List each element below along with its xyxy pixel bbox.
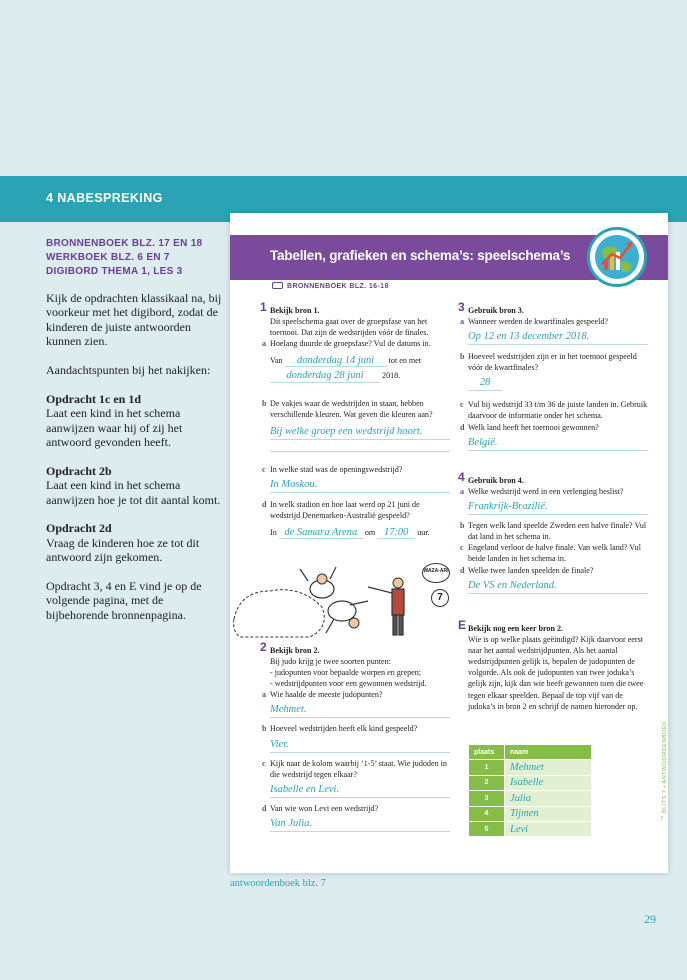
note-text: Laat een kind in het schema aanwijzen hoe je tot dit aantal komt.	[46, 478, 221, 507]
answer-field[interactable]: Frankrijk-Brazilië.	[468, 500, 648, 515]
answer-field[interactable]: Bij welke groep een wedstrijd hoort.	[270, 425, 450, 440]
answer-field[interactable]: In Moskou.	[270, 478, 450, 493]
question-number: E	[458, 618, 467, 632]
score-card: 7	[431, 589, 449, 607]
question-title: Bekijk bron 2.	[270, 646, 320, 655]
sub-question-text: De vakjes waar de wedstrijden in staan, hebben verschillende kleuren. Wat geven die kleuren aan?	[270, 398, 433, 419]
sub-question-text: In welke stad was de openingswedstrijd?	[270, 464, 403, 474]
label: tot en met	[388, 356, 422, 366]
place-cell: 2	[469, 775, 505, 790]
sub-question-text: Vul bij wedstrijd 33 t/m 36 de juiste landen in. Gebruik daarvoor de informatie onder het schema.	[468, 400, 648, 421]
answer-field[interactable]: Op 12 en 13 december 2018.	[468, 330, 648, 345]
book-icon	[272, 282, 283, 289]
sub-question-text: In welk stadion en hoe laat werd op 21 juni de wedstrijd Denemarken-Australië gespeeld?	[270, 499, 420, 520]
date-answer-line-1	[270, 355, 450, 367]
sub-question-d: d In welk stadion en hoe laat werd op 21 juni de wedstrijd Denemarken-Australië gespeeld?	[262, 499, 420, 520]
table-row	[469, 775, 592, 790]
question-4	[458, 470, 648, 594]
source-ref: DIGIBORD THEMA 1, LES 3	[46, 266, 183, 277]
answer-field[interactable]: Isabelle en Levi.	[270, 783, 450, 798]
table-header	[469, 745, 592, 760]
place-cell: 3	[469, 791, 505, 806]
judo-illustration	[230, 561, 460, 641]
answer-field[interactable]: donderdag 14 juni	[285, 355, 387, 367]
answer-field[interactable]: de Samara Arena	[279, 527, 363, 539]
speech-bubble: WAZA-ARI	[422, 563, 450, 583]
question-title: Bekijk nog een keer bron 2.	[468, 624, 564, 633]
page-number: 29	[644, 912, 656, 926]
column-header-name: naam	[505, 745, 592, 760]
answer-field[interactable]: donderdag 28 juni	[270, 370, 380, 382]
sub-question-b: b Tegen welk land speelde Zweden een halve finale? Vul dat land in het schema in.	[460, 521, 647, 542]
table-row	[469, 806, 592, 821]
label: om	[364, 528, 376, 538]
sub-question-text: Wanneer werden de kwartfinales gespeeld?	[468, 317, 609, 327]
intro-text: Kijk de opdrachten klassikaal na, bij voorkeur met het digibord, zodat de kinderen de juiste antwoorden kunnen zien.	[46, 291, 222, 349]
question-title: Gebruik bron 4.	[468, 476, 524, 485]
sub-question-c: c In welke stad was de openingswedstrijd?	[262, 464, 403, 474]
note-title: Opdracht 1c en 1d	[46, 391, 142, 406]
note-text: Laat een kind in het schema aanwijzen waar hij of zij het antwoord gevonden heeft.	[46, 406, 183, 450]
sub-question-text: Tegen welk land speelde Zweden een halve finale? Vul dat land in het schema in.	[468, 521, 647, 542]
name-cell[interactable]: Julia	[505, 791, 592, 806]
sub-question-text: Wie haalde de meeste judopunten?	[270, 690, 383, 700]
answer-field[interactable]: Mehmet.	[270, 703, 450, 718]
place-cell: 1	[469, 760, 505, 775]
place-cell: 5	[469, 821, 505, 836]
answer-line	[270, 440, 450, 452]
answerbook-reference: antwoordenboek blz. 7	[230, 878, 326, 889]
question-number: 3	[458, 300, 465, 314]
sub-question-c: c Kijk naar de kolom waarbij ‘1-5’ staat. Wie judoden in die wedstrijd tegen elkaar?	[262, 758, 447, 779]
label: uur.	[417, 528, 430, 538]
sub-question-a: a Wie haalde de meeste judopunten?	[262, 690, 383, 700]
sub-question-b: b Hoeveel wedstrijden zijn er in het toernooi gespeeld vóór de kwartfinales?	[460, 352, 637, 373]
sub-question-a: a Welke wedstrijd werd in een verlenging beslist?	[460, 487, 624, 497]
sub-question-d: d Welk land heeft het toernooi gewonnen?	[460, 422, 599, 432]
answer-field[interactable]: Van Julia.	[270, 817, 450, 832]
table-row	[469, 791, 592, 806]
sub-question-a: a Wanneer werden de kwartfinales gespeeld?	[460, 317, 609, 327]
source-ref: WERKBOEK BLZ. 6 EN 7	[46, 252, 170, 263]
answer-field[interactable]: De VS en Nederland.	[468, 579, 648, 594]
sub-question-text: Engeland verloor de halve finale. Van welk land? Vul beide landen in het schema in.	[468, 543, 641, 564]
question-1	[260, 300, 450, 539]
sub-question-text: Kijk naar de kolom waarbij ‘1-5’ staat. Wie judoden in die wedstrijd tegen elkaar?	[270, 758, 447, 779]
section-title: NABESPREKING	[57, 191, 163, 205]
teacher-notes	[46, 291, 222, 637]
sub-question-a: a Hoelang duurde de groepsfase? Vul de datums in.	[262, 339, 431, 349]
note-1	[46, 392, 222, 450]
sub-question-c: c Engeland verloor de halve finale. Van welk land? Vul beide landen in het schema in.	[460, 543, 641, 564]
place-cell: 4	[469, 806, 505, 821]
sub-question-text: Welke twee landen speelden de finale?	[468, 565, 594, 575]
column-header-place: plaats	[469, 745, 505, 760]
note-3	[46, 521, 222, 564]
answer-field[interactable]: België.	[468, 436, 648, 451]
question-number: 2	[260, 640, 267, 654]
sub-question-d: d Van wie won Levi een wedstrijd?	[262, 803, 379, 813]
section-number: 4	[46, 191, 54, 205]
note-2	[46, 464, 222, 507]
ranking-table	[468, 744, 592, 837]
sub-question-text: Van wie won Levi een wedstrijd?	[270, 803, 379, 813]
sub-question-text: Hoelang duurde de groepsfase? Vul de datums in.	[270, 339, 431, 349]
side-page-number: 7	[660, 817, 664, 823]
question-2	[260, 640, 450, 832]
sub-question-d: d Welke twee landen speelden de finale?	[460, 565, 594, 575]
sub-question-b: b Hoeveel wedstrijden heeft elk kind gespeeld?	[262, 724, 418, 734]
section-heading	[46, 191, 163, 205]
side-reference-text: BLITS 7 • ANTWOORDENBOEK	[662, 720, 668, 813]
note-text: Vraag de kinderen hoe ze tot dit antwoord zijn gekomen.	[46, 535, 200, 565]
question-text: - wedstrijdpunten voor een gewonnen wedstrijd.	[270, 679, 427, 689]
book-reference-text: BRONNENBOEK BLZ. 16-18	[287, 283, 389, 290]
question-text: Dit speelschema gaat over de groepsfase van het toernooi. Dat zijn de wedstrijden vóór de finales.	[270, 317, 429, 338]
question-text: Bij judo krijg je twee soorten punten:	[270, 657, 391, 667]
question-3	[458, 300, 648, 451]
book-reference	[272, 282, 389, 290]
stadium-answer-line	[270, 527, 450, 539]
question-title: Gebruik bron 3.	[468, 306, 524, 315]
source-references	[46, 237, 202, 279]
label: 2018.	[382, 371, 401, 381]
outro-text: Opdracht 3, 4 en E vind je op de volgende pagina, met de bijbehorende bronnenpagina.	[46, 579, 202, 622]
name-cell[interactable]: Tijmen	[505, 806, 592, 821]
sub-question-text: Hoeveel wedstrijden heeft elk kind gespeeld?	[270, 724, 418, 734]
table-row	[469, 821, 592, 836]
sub-question-c: c Vul bij wedstrijd 33 t/m 36 de juiste landen in. Gebruik daarvoor de informatie onder het schema.	[460, 400, 648, 421]
answer-field[interactable]: Vier.	[270, 738, 450, 753]
sub-question-text: Hoeveel wedstrijden zijn er in het toernooi gespeeld vóór de kwartfinales?	[468, 352, 637, 373]
note-title: Opdracht 2b	[46, 463, 112, 478]
note-title: Opdracht 2d	[46, 521, 112, 536]
answer-field[interactable]: 28	[468, 376, 502, 391]
source-ref: BRONNENBOEK BLZ. 17 EN 18	[46, 238, 203, 249]
date-answer-line-2	[270, 370, 450, 382]
question-number: 4	[458, 470, 465, 484]
sub-question-text: Welk land heeft het toernooi gewonnen?	[468, 422, 599, 432]
question-e	[458, 618, 648, 712]
side-reference	[662, 721, 668, 813]
name-cell[interactable]: Mehmet	[505, 760, 592, 775]
points-text: Aandachtspunten bij het nakijken:	[46, 363, 211, 378]
globe-chart-icon	[587, 227, 647, 287]
name-cell[interactable]: Levi	[505, 821, 592, 836]
question-title: Bekijk bron 1.	[270, 306, 320, 315]
table-row	[469, 760, 592, 775]
question-text: - judopunten voor bepaalde worpen en grepen;	[270, 668, 422, 678]
sub-question-text: Welke wedstrijd werd in een verlenging beslist?	[468, 487, 624, 497]
top-band	[0, 0, 687, 176]
name-cell[interactable]: Isabelle	[505, 775, 592, 790]
question-number: 1	[260, 300, 267, 314]
sub-question-b: b De vakjes waar de wedstrijden in staan, hebben verschillende kleuren. Wat geven die kleuren aan?	[262, 398, 433, 419]
lesson-title: Tabellen, grafieken en schema’s: speelschema’s	[270, 248, 571, 263]
label: In	[270, 528, 277, 538]
workbook-page	[230, 213, 668, 873]
label: Van	[270, 356, 283, 366]
question-text: Wie is op welke plaats geëindigd? Kijk daarvoor eerst naar het aantal wedstrijdpunten. Als het aantal wedstrijdpunten gelijk is, bepalen de judopunten de volgorde. Als ook de judopunten van twee joduka’s gelijk zijn, kijk dan wie heeft gewonnen toen die twee tegen elkaar speelden. Bepaal de top vijf van de judoka’s in bron 2 en schrijf de namen hieronder op.	[468, 635, 644, 711]
answer-field[interactable]: 17:00	[377, 527, 415, 539]
